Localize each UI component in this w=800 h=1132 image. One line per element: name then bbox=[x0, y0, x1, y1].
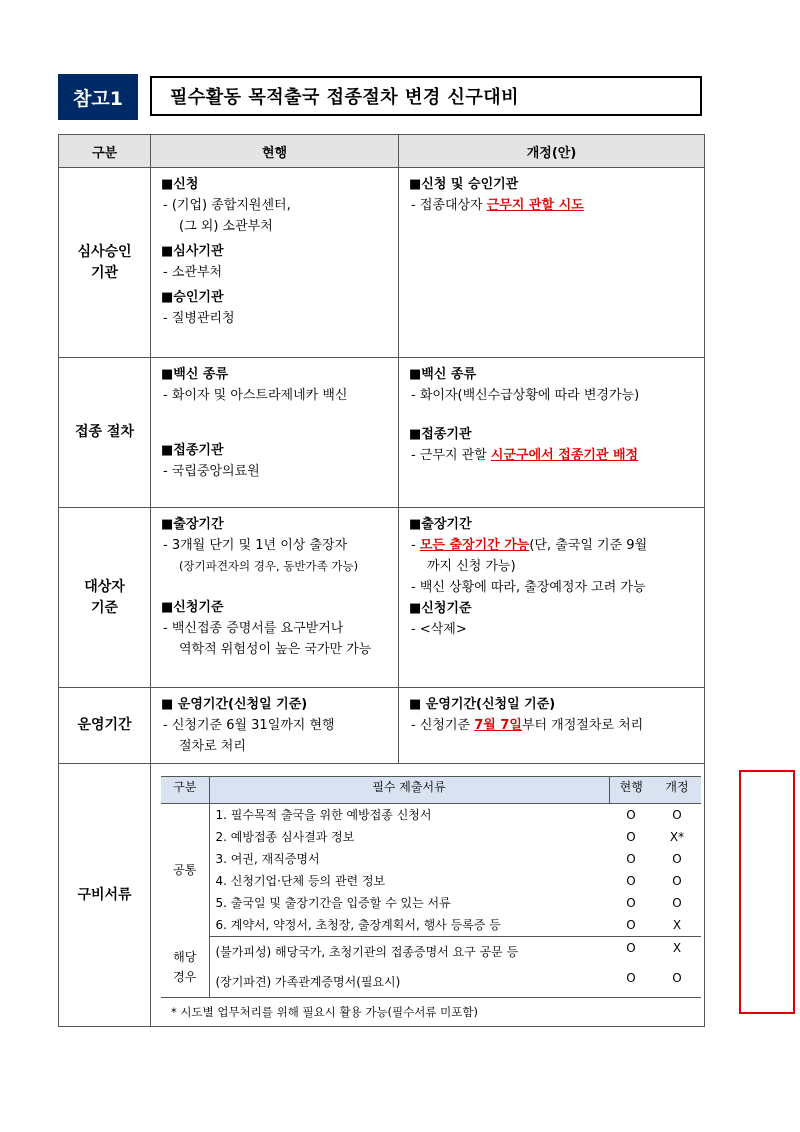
current-review: ■신청 - (기업) 종합지원센터, (그 외) 소관부처 ■심사기관 - 소관부처 ■승인기관 - 질병관리청 bbox=[151, 168, 399, 358]
header-category: 구분 bbox=[59, 135, 151, 168]
revised-column-highlight-box bbox=[739, 770, 795, 1014]
highlight-red: 시군구에서 접종기관 배정 bbox=[490, 448, 639, 463]
table-row: 해당 경우 (불가피성) 해당국가, 초청기관의 접종증명서 요구 공문 등 O X bbox=[161, 937, 701, 968]
table-row: 공통 1. 필수목적 출국을 위한 예방접종 신청서 O O bbox=[161, 804, 701, 827]
table-row-period bbox=[59, 688, 705, 764]
group-common: 공통 bbox=[161, 804, 209, 937]
group-case: 해당 경우 bbox=[161, 937, 209, 998]
category-procedure: 접종 절차 bbox=[59, 358, 151, 508]
documents-cell bbox=[151, 764, 705, 1027]
docs-header-docs: 필수 제출서류 bbox=[209, 777, 609, 804]
revised-target: ■출장기간 - 모든 출장기간 가능(단, 출국일 기준 9월 까지 신청 가능) - 백신 상황에 따라, 출장예정자 고려 가능 ■신청기준 - <삭제> bbox=[399, 508, 705, 688]
table-row-target bbox=[59, 508, 705, 688]
category-review: 심사승인 기관 bbox=[59, 168, 151, 358]
table-row: 5. 출국일 및 출장기간을 입증할 수 있는 서류 O O bbox=[215, 896, 682, 910]
category-period: 운영기간 bbox=[59, 688, 151, 764]
documents-table bbox=[161, 776, 701, 998]
current-period: ■ 운영기간(신청일 기준) - 신청기준 6월 31일까지 현행 절차로 처리 bbox=[151, 688, 399, 764]
highlight-red: 7월 7일 bbox=[474, 718, 522, 733]
table-row: 2. 예방접종 심사결과 정보 O X* bbox=[215, 830, 685, 844]
header-revised: 개정(안) bbox=[399, 135, 705, 168]
table-row-review bbox=[59, 168, 705, 358]
table-header-row bbox=[59, 135, 705, 168]
revised-review: ■신청 및 승인기관 - 접종대상자 근무지 관할 시도 bbox=[399, 168, 705, 358]
table-row: (장기파견) 가족관계증명서(필요시) O O bbox=[161, 967, 701, 998]
docs-header-current: 현행 bbox=[609, 777, 653, 804]
docs-header-revised: 개정 bbox=[653, 777, 701, 804]
table-row-procedure bbox=[59, 358, 705, 508]
documents-header-row bbox=[161, 777, 701, 804]
current-procedure: ■백신 종류 - 화이자 및 아스트라제네카 백신 ■접종기관 - 국립중앙의료원 bbox=[151, 358, 399, 508]
document-title: 필수활동 목적출국 접종절차 변경 신구대비 bbox=[150, 76, 702, 116]
table-row-documents bbox=[59, 764, 705, 1027]
comparison-table bbox=[58, 134, 705, 1027]
table-row: 3. 여권, 재직증명서 O O bbox=[215, 852, 682, 866]
revised-period: ■ 운영기간(신청일 기준) - 신청기준 7월 7일부터 개정절차로 처리 bbox=[399, 688, 705, 764]
highlight-red: 근무지 관할 시도 bbox=[486, 198, 584, 213]
category-target: 대상자 기준 bbox=[59, 508, 151, 688]
table-row: 4. 신청기업·단체 등의 관련 정보 O O bbox=[215, 874, 682, 888]
highlight-red: 모든 출장기간 가능 bbox=[419, 538, 530, 553]
reference-tag: 참고1 bbox=[58, 74, 138, 120]
header-current: 현행 bbox=[151, 135, 399, 168]
current-target: ■출장기간 - 3개월 단기 및 1년 이상 출장자 (장기파견자의 경우, 동반가족 가능) ■신청기준 - 백신접종 증명서를 요구받거나 역학적 위험성이 높은 국가만 가능 bbox=[151, 508, 399, 688]
documents-note: * 시도별 업무처리를 위해 필요시 활용 가능(필수서류 미포함) bbox=[171, 1005, 478, 1019]
docs-header-group: 구분 bbox=[161, 777, 209, 804]
table-row: 6. 계약서, 약정서, 초청장, 출장계획서, 행사 등록증 등 O X bbox=[161, 914, 701, 937]
title-area bbox=[58, 74, 704, 120]
category-documents: 구비서류 bbox=[59, 764, 151, 1027]
revised-procedure: ■백신 종류 - 화이자(백신수급상황에 따라 변경가능) ■접종기관 - 근무지 관할 시군구에서 접종기관 배정 bbox=[399, 358, 705, 508]
